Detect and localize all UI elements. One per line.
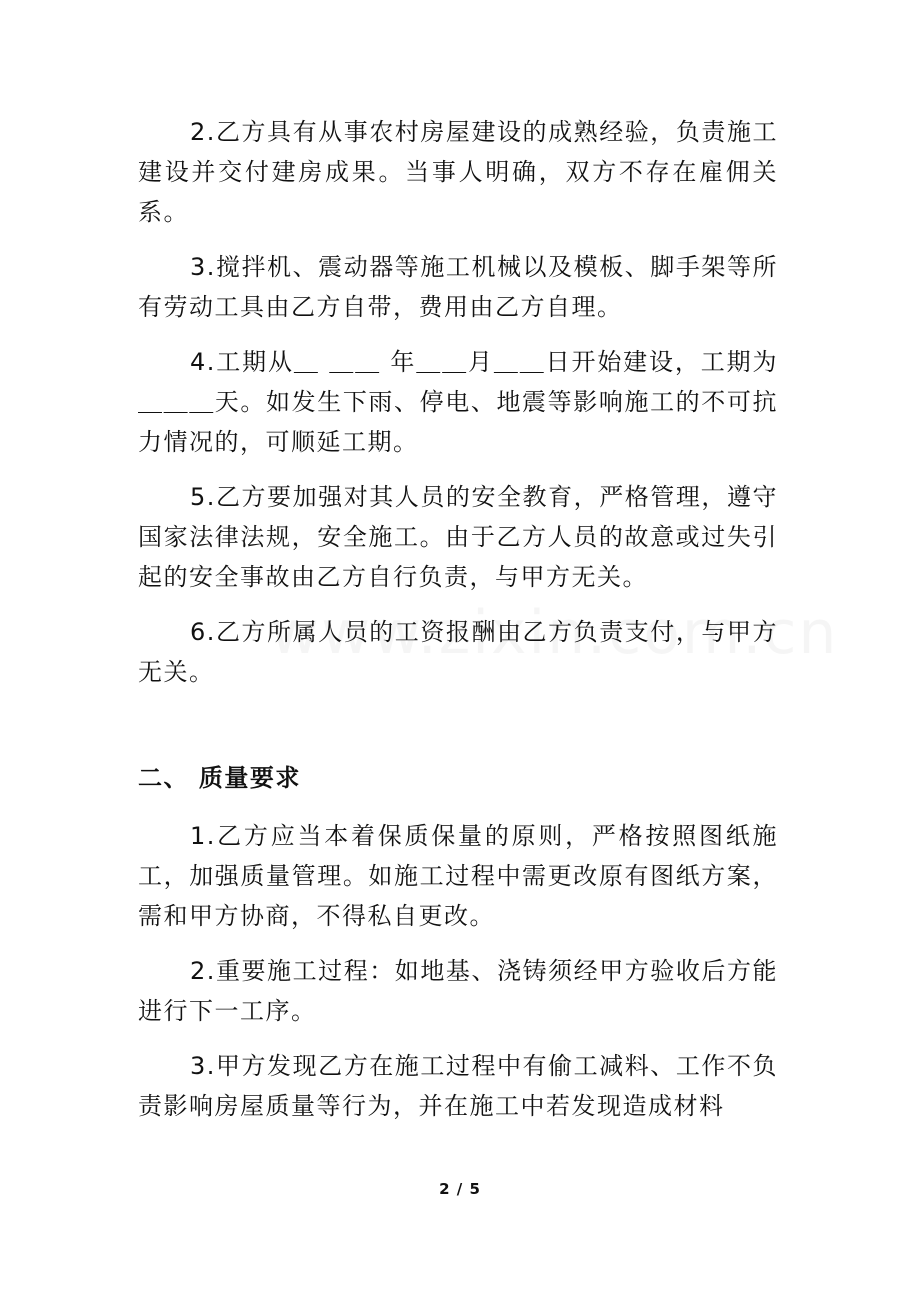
quality-paragraph-3: 3.甲方发现乙方在施工过程中有偷工减料、工作不负责影响房屋质量等行为，并在施工中若发现造成材料 (138, 1052, 778, 1120)
quality-paragraph-1: 1.乙方应当本着保质保量的原则，严格按照图纸施工，加强质量管理。如施工过程中需更改原有图纸方案，需和甲方协商，不得私自更改。 (138, 822, 778, 930)
paragraph-5: 5.乙方要加强对其人员的安全教育，严格管理，遵守国家法律法规，安全施工。由于乙方人员的故意或过失引起的安全事故由乙方自行负责，与甲方无关。 (138, 483, 778, 591)
paragraph-2: 2.乙方具有从事农村房屋建设的成熟经验，负责施工建设并交付建房成果。当事人明确，双方不存在雇佣关系。 (138, 118, 778, 226)
quality-paragraph-2: 2.重要施工过程：如地基、浇铸须经甲方验收后方能进行下一工序。 (138, 957, 778, 1025)
paragraph-4: 4.工期从＿ ＿＿ 年＿＿月＿＿日开始建设，工期为＿＿＿天。如发生下雨、停电、地震等影响施工的不可抗力情况的，可顺延工期。 (138, 348, 778, 456)
page-number: 2 / 5 (439, 1180, 481, 1198)
paragraph-3: 3.搅拌机、震动器等施工机械以及模板、脚手架等所有劳动工具由乙方自带，费用由乙方自理。 (138, 253, 778, 321)
document-body (138, 112, 778, 1141)
paragraph-6: 6.乙方所属人员的工资报酬由乙方负责支付，与甲方无关。 (138, 618, 778, 686)
section-heading-quality: 二、 质量要求 (138, 764, 301, 792)
